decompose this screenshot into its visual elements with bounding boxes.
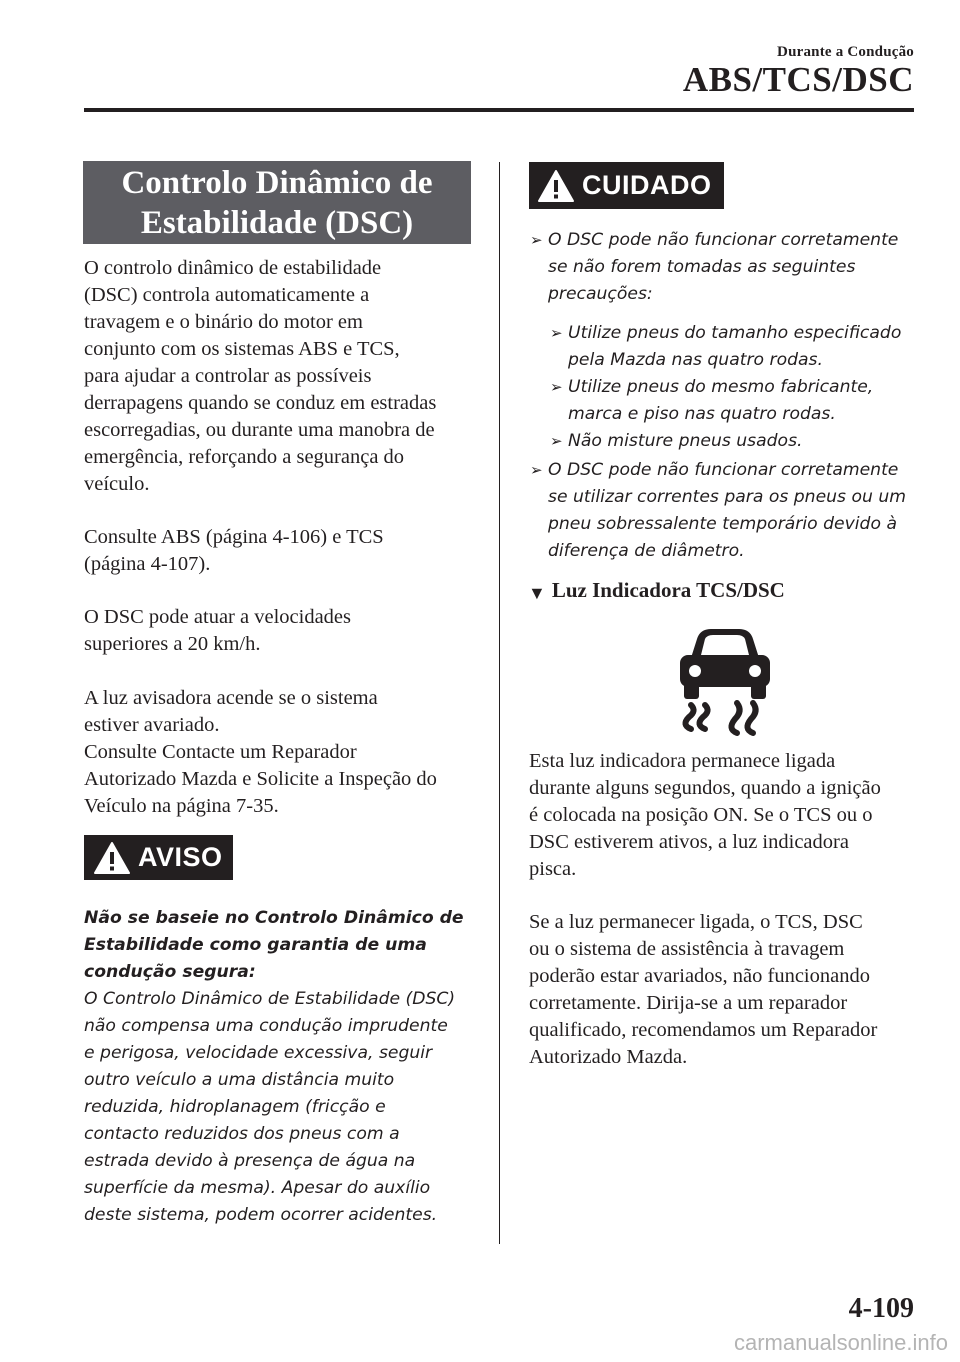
- caution-triangle-icon: [536, 168, 576, 204]
- bullet-arrow-icon: ➢: [530, 461, 543, 479]
- text-line: poderão estar avariados, não funcionando: [529, 965, 870, 987]
- speed-paragraph: [84, 604, 484, 658]
- text-line: veículo.: [84, 473, 150, 495]
- text-line: emergência, reforçando a segurança do: [84, 446, 405, 468]
- text-line: Esta luz indicadora permanece ligada: [529, 750, 836, 772]
- bullet-arrow-icon: ➢: [550, 432, 563, 450]
- heading-line-1: Controlo Dinâmico de: [121, 165, 433, 201]
- text-line: Autorizado Mazda e Solicite a Inspeção do: [84, 768, 437, 790]
- indicator-subheading: [528, 578, 785, 603]
- text-line: Utilize pneus do mesmo fabricante,: [568, 377, 874, 397]
- text-line: Consulte Contacte um Reparador: [84, 741, 357, 763]
- section-title: ABS/TCS/DSC: [682, 60, 914, 99]
- heading-line-2: Estabilidade (DSC): [140, 205, 414, 241]
- text-line: Não misture pneus usados.: [568, 431, 803, 451]
- tcs-dsc-skid-car-icon: [675, 625, 775, 740]
- dsc-section-heading: [83, 161, 471, 244]
- caution-badge: [529, 162, 724, 209]
- text-line: Não se baseie no Controlo Dinâmico de: [84, 908, 464, 928]
- subheading-text: Luz Indicadora TCS/DSC: [551, 578, 785, 602]
- text-line: se utilizar correntes para os pneus ou um: [548, 487, 906, 507]
- text-line: (página 4-107).: [84, 553, 211, 575]
- text-line: marca e piso nas quatro rodas.: [568, 404, 836, 424]
- indicator-paragraph: [529, 748, 919, 883]
- indicator-malfunction-paragraph: [529, 909, 919, 1071]
- text-line: O controlo dinâmico de estabilidade: [84, 257, 382, 279]
- text-line: condução segura:: [84, 962, 256, 982]
- warning-label: AVISO: [138, 842, 223, 872]
- text-line: deste sistema, podem ocorrer acidentes.: [84, 1205, 438, 1225]
- intro-paragraph: [84, 255, 484, 498]
- text-line: superiores a 20 km/h.: [84, 633, 261, 655]
- malfunction-paragraph: [84, 685, 484, 820]
- text-line: conjunto com os sistemas ABS e TCS,: [84, 338, 400, 360]
- subheading-marker-icon: ▼: [528, 583, 546, 603]
- text-line: pela Mazda nas quatro rodas.: [568, 350, 823, 370]
- watermark: carmanualsonline.info: [733, 1330, 948, 1355]
- text-line: Se a luz permanecer ligada, o TCS, DSC: [529, 911, 863, 933]
- text-line: (DSC) controla automaticamente a: [84, 284, 370, 306]
- chapter-title: Durante a Condução: [777, 44, 914, 60]
- warning-heading: [84, 905, 484, 986]
- text-line: derrapagens quando se conduz em estradas: [84, 392, 437, 414]
- text-line: pneu sobressalente temporário devido à: [548, 514, 897, 534]
- text-line: Autorizado Mazda.: [529, 1046, 688, 1068]
- page-number: 4-109: [848, 1293, 914, 1324]
- text-line: O DSC pode não funcionar corretamente: [548, 460, 899, 480]
- text-line: para ajudar a controlar as possíveis: [84, 365, 372, 387]
- text-line: estrada devido à presença de água na: [84, 1151, 416, 1171]
- text-line: superfície da mesma). Apesar do auxílio: [84, 1178, 431, 1198]
- text-line: precauções:: [548, 284, 653, 304]
- text-line: durante alguns segundos, quando a ignição: [529, 777, 881, 799]
- bullet-arrow-icon: ➢: [550, 324, 563, 342]
- text-line: Consulte ABS (página 4-106) e TCS: [84, 526, 384, 548]
- text-line: é colocada na posição ON. Se o TCS ou o: [529, 804, 873, 826]
- text-line: corretamente. Dirija-se a um reparador: [529, 992, 848, 1014]
- text-line: ou o sistema de assistência à travagem: [529, 938, 845, 960]
- text-line: pisca.: [529, 858, 577, 880]
- bullet-arrow-icon: ➢: [530, 231, 543, 249]
- column-divider: [499, 162, 500, 1244]
- text-line: travagem e o binário do motor em: [84, 311, 363, 333]
- text-line: O Controlo Dinâmico de Estabilidade (DSC): [84, 989, 456, 1009]
- text-line: Estabilidade como garantia de uma: [84, 935, 427, 955]
- text-line: escorregadias, ou durante uma manobra de: [84, 419, 435, 441]
- text-line: Veículo na página 7-35.: [84, 795, 279, 817]
- text-line: não compensa uma condução imprudente: [84, 1016, 448, 1036]
- text-line: A luz avisadora acende se o sistema: [84, 687, 378, 709]
- header-rule: [84, 108, 914, 112]
- text-line: estiver avariado.: [84, 714, 220, 736]
- text-line: e perigosa, velocidade excessiva, seguir: [84, 1043, 433, 1063]
- text-line: qualificado, recomendamos um Reparador: [529, 1019, 878, 1041]
- text-line: se não forem tomadas as seguintes: [548, 257, 856, 277]
- warning-badge: [84, 835, 233, 880]
- text-line: DSC estiverem ativos, a luz indicadora: [529, 831, 849, 853]
- reference-paragraph: [84, 524, 484, 578]
- caution-label: CUIDADO: [582, 170, 712, 200]
- text-line: diferença de diâmetro.: [548, 541, 745, 561]
- text-line: O DSC pode não funcionar corretamente: [548, 230, 899, 250]
- warning-triangle-icon: [92, 840, 132, 876]
- text-line: outro veículo a uma distância muito: [84, 1070, 395, 1090]
- text-line: contacto reduzidos dos pneus com a: [84, 1124, 400, 1144]
- text-line: reduzida, hidroplanagem (fricção e: [84, 1097, 386, 1117]
- bullet-arrow-icon: ➢: [550, 378, 563, 396]
- warning-text: [84, 986, 484, 1229]
- text-line: O DSC pode atuar a velocidades: [84, 606, 351, 628]
- text-line: Utilize pneus do tamanho especificado: [568, 323, 902, 343]
